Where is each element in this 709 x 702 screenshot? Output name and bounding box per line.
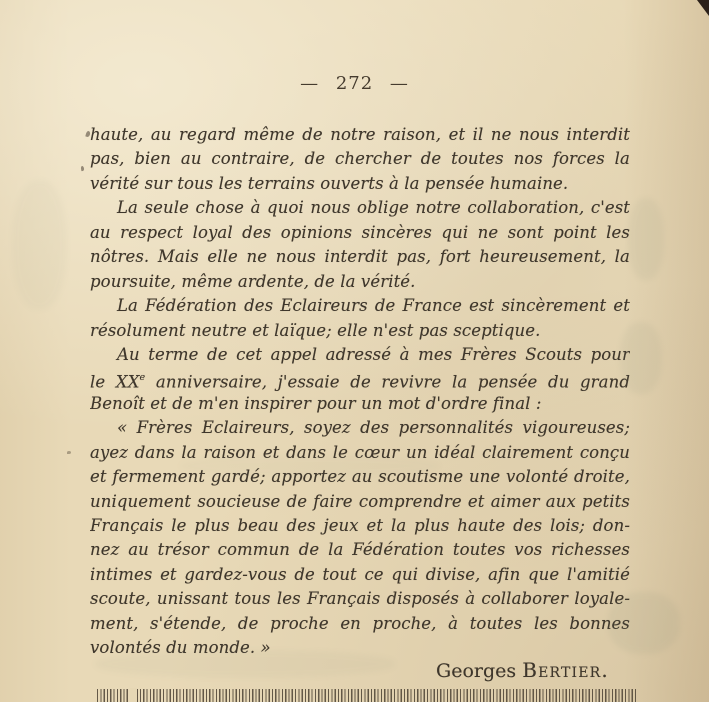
text-line: haute, au regard même de notre raison, et il ne nous interdit (90, 125, 630, 144)
signature-given-name: Georges (436, 660, 517, 682)
text-line: scoute, unissant tous les Français disposés à collaborer loyale- (90, 589, 630, 609)
text-line: Au terme de cet appel adressé à mes Frères Scouts pour (117, 344, 630, 364)
ink-speck (67, 451, 71, 454)
text-line: nôtres. Mais elle ne nous interdit pas, fort heureusement, la (90, 247, 630, 267)
bottom-ornament-rule (97, 689, 637, 702)
text-line: pas, bien au contraire, de chercher de toutes nos forces la (90, 149, 630, 169)
scan-corner-mark (697, 0, 709, 16)
ornament-rule-gap (130, 688, 137, 702)
text-line: et fermement gardé; apportez au scoutisme une volonté droite, (90, 467, 630, 487)
text-line: vérité sur tous les terrains ouverts à la pensée humaine. (90, 173, 569, 193)
bleed-through-stain (620, 322, 662, 394)
text-line: ayez dans la raison et dans le cœur un idéal clairement conçu (90, 442, 630, 462)
text-line: Français le plus beau des jeux et la plus haute des lois; don- (90, 516, 630, 535)
bleed-through-stain (95, 650, 395, 678)
page-number-header: — 272 — (300, 73, 409, 94)
text-line: au respect loyal des opinions sincères qui ne sont point les (90, 222, 630, 242)
bleed-through-stain (180, 455, 440, 477)
text-line: « Frères Eclaireurs, soyez des personnalités vigoureuses; (117, 418, 630, 438)
bleed-through-stain (608, 592, 680, 654)
ink-speck (81, 166, 85, 171)
text-block (90, 123, 630, 661)
text-line: résolument neutre et laïque; elle n'est pas sceptique. (90, 320, 541, 340)
text-line: intimes et gardez-vous de tout ce qui divise, afin que l'amitié (90, 564, 630, 584)
text-line: uniquement soucieuse de faire comprendre et aimer aux petits (90, 491, 630, 511)
bleed-through-stain (12, 180, 67, 310)
text-line: La Fédération des Eclaireurs de France est sincèrement et (117, 296, 630, 316)
bleed-through-stain (628, 198, 664, 280)
text-line: ment, s'étende, de proche en proche, à toutes les bonnes (90, 613, 630, 633)
text-line: nez au trésor commun de la Fédération toutes vos richesses (90, 540, 630, 560)
text-line: volontés du monde. » (90, 638, 271, 658)
text-line: poursuite, même ardente, de la vérité. (90, 271, 416, 291)
text-line: La seule chose à quoi nous oblige notre collaboration, c'est (117, 198, 630, 218)
text-line: Benoît et de m'en inspirer pour un mot d'ordre final : (90, 393, 542, 413)
signature-family-name: Bertier. (522, 658, 609, 682)
text-line: le XXe anniversaire, j'essaie de revivre la pensée du grand (90, 372, 630, 392)
